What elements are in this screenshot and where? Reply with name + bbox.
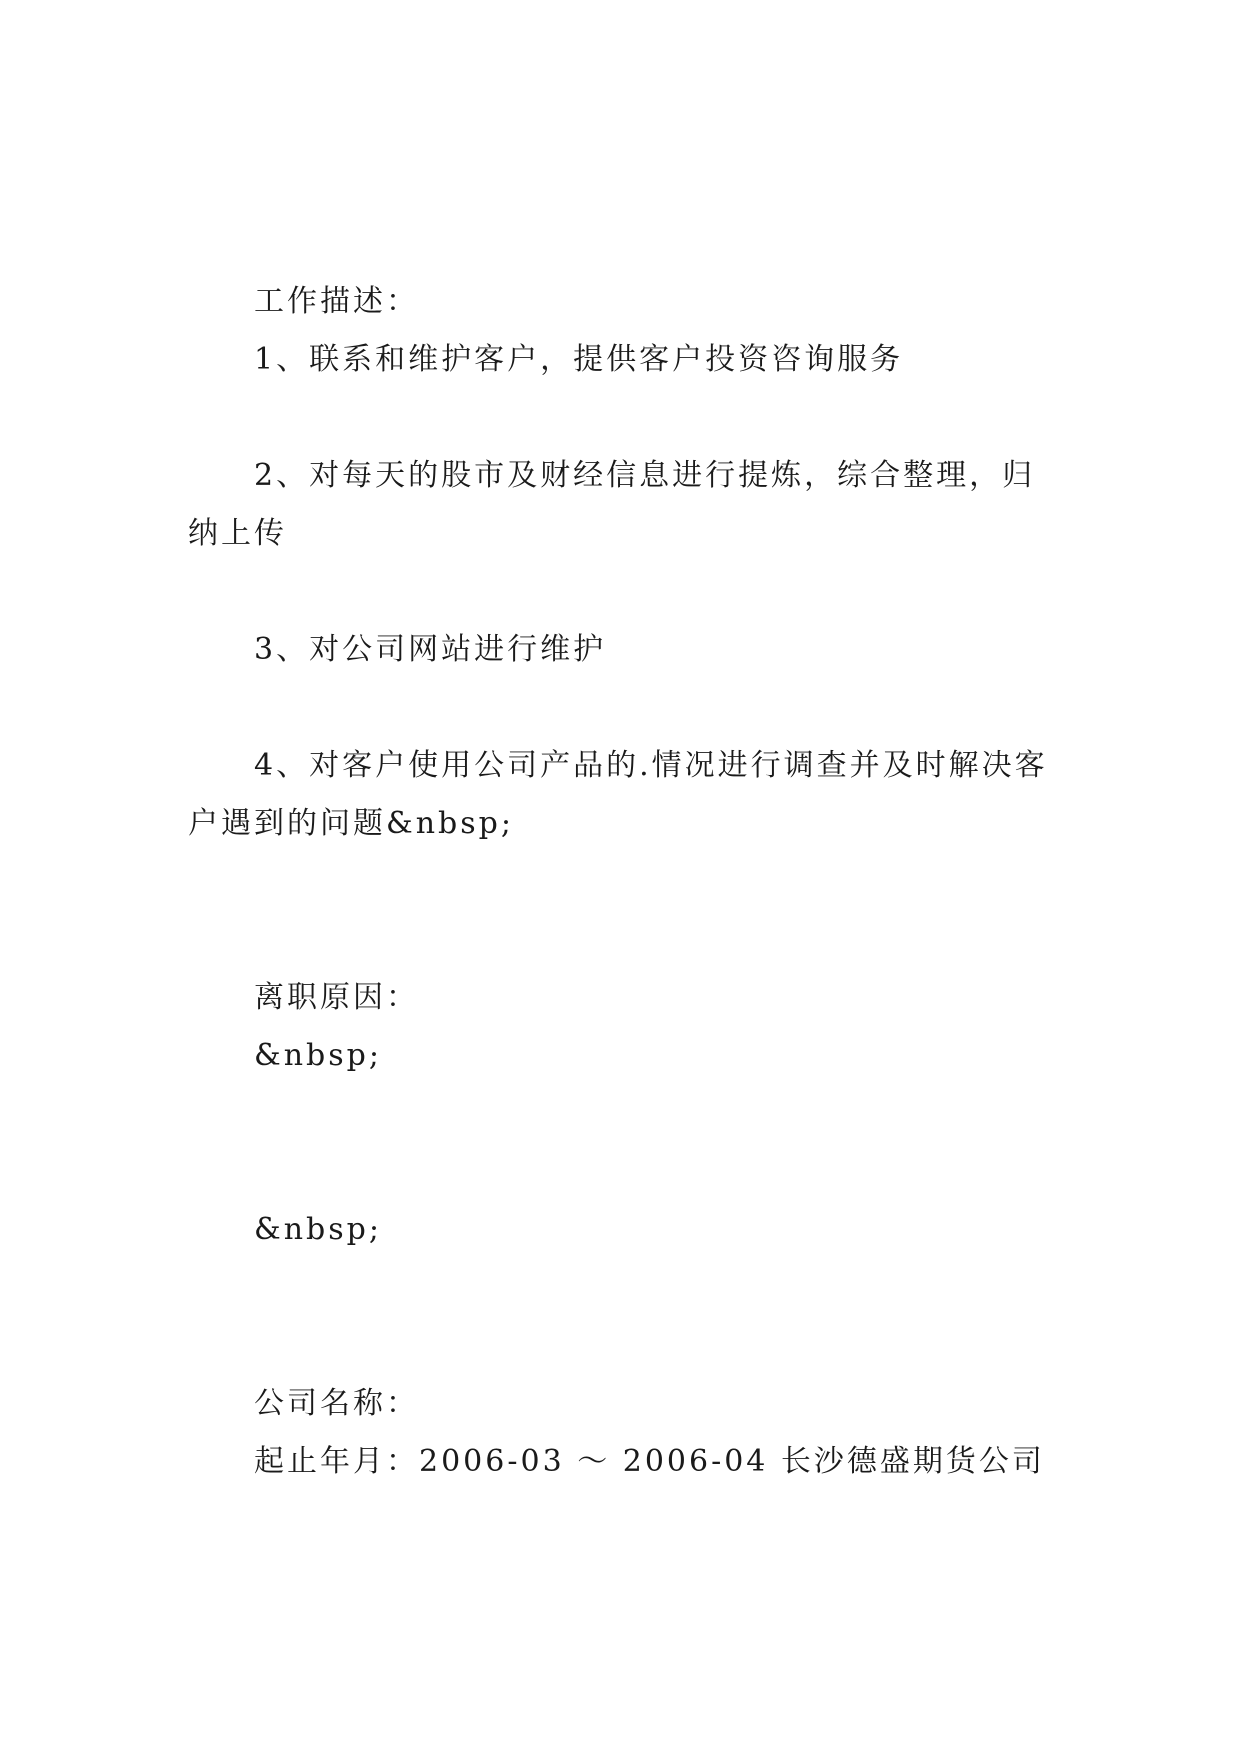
employment-period-line: 起止年月：2006-03 ～ 2006-04 长沙德盛期货公司 bbox=[254, 1444, 1045, 1479]
job-description-heading: 工作描述： bbox=[254, 284, 419, 319]
blank-paragraph: &nbsp; bbox=[254, 1212, 382, 1247]
duty-item-4-continuation: 户遇到的问题&nbsp; bbox=[188, 806, 514, 841]
duty-item-3: 3、对公司网站进行维护 bbox=[254, 632, 607, 667]
duty-item-2: 2、对每天的股市及财经信息进行提炼，综合整理，归 bbox=[254, 458, 1036, 493]
leave-reason-heading: 离职原因： bbox=[254, 980, 419, 1015]
duty-item-2-continuation: 纳上传 bbox=[188, 516, 287, 551]
duty-item-4: 4、对客户使用公司产品的.情况进行调查并及时解决客 bbox=[254, 748, 1048, 783]
duty-item-1: 1、联系和维护客户，提供客户投资咨询服务 bbox=[254, 342, 904, 377]
company-name-heading: 公司名称： bbox=[254, 1386, 419, 1421]
leave-reason-value: &nbsp; bbox=[254, 1038, 382, 1073]
